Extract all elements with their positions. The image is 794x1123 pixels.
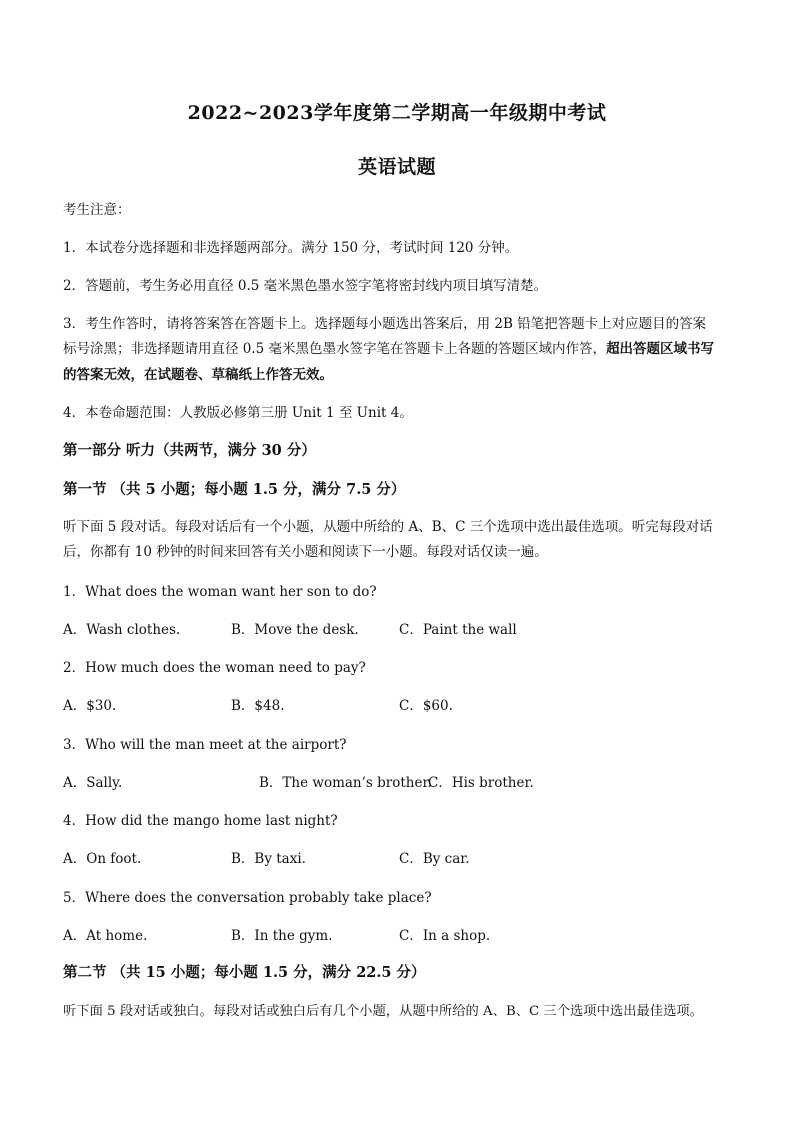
question-4: 4．How did the mango home last night? — [63, 813, 338, 829]
exam-subtitle: 英语试题 — [357, 156, 436, 178]
notice-item-3-line-3: 的答案无效，在试题卷、草稿纸上作答无效。 — [63, 367, 333, 383]
notice-item-2: 2．答题前，考生务必用直径 0.5 毫米黑色墨水签字笔将密封线内项目填写清楚。 — [63, 278, 548, 294]
section2-intro: 听下面 5 段对话或独白。每段对话或独白后有几个小题，从题中所给的 A、B、C 三个选项中选出最佳选项。 — [63, 1004, 703, 1019]
question-2-option-c: C．$60. — [399, 698, 453, 714]
section1-intro-line-1: 听下面 5 段对话。每段对话后有一个小题，从题中所给的 A、B、C 三个选项中选出最佳选项。听完每段对话 — [63, 519, 713, 535]
section1-intro-line-2: 后，你都有 10 秒钟的时间来回答有关小题和阅读下一小题。每段对话仅读一遍。 — [63, 544, 548, 560]
question-1-option-b: B．Move the desk. — [231, 622, 359, 638]
question-3-option-a: A．Sally. — [63, 775, 123, 791]
notice-heading: 考生注意： — [63, 202, 131, 218]
question-5-option-c: C．In a shop. — [399, 928, 491, 944]
question-4-option-a: A．On foot. — [63, 851, 142, 867]
notice-item-3-line-2 — [63, 340, 714, 358]
question-1-option-c: C．Paint the wall — [399, 622, 517, 638]
question-3-option-b: B．The woman’s brother. — [259, 775, 432, 791]
notice-item-4: 4．本卷命题范围：人教版必修第三册 Unit 1 至 Unit 4。 — [63, 405, 413, 421]
notice-item-3-bold-text: 超出答题区域书写 — [606, 341, 715, 357]
question-2-option-b: B．$48. — [231, 698, 285, 714]
question-5-option-a: A．At home. — [63, 928, 148, 944]
section1-heading: 第一节 （共 5 小题；每小题 1.5 分，满分 7.5 分） — [63, 481, 406, 498]
question-2: 2．How much does the woman need to pay? — [63, 660, 366, 676]
question-5-option-b: B．In the gym. — [231, 928, 333, 944]
question-3: 3．Who will the man meet at the airport? — [63, 737, 347, 753]
exam-title: 2022~2023学年度第二学期高一年级期中考试 — [187, 102, 607, 124]
question-4-option-b: B．By taxi. — [231, 851, 306, 867]
question-5: 5．Where does the conversation probably take place? — [63, 890, 432, 906]
notice-item-3-normal-text: 标号涂黑；非选择题请用直径 0.5 毫米黑色墨水签字笔在答题卡上各题的答题区域内作答， — [63, 341, 607, 357]
question-1: 1．What does the woman want her son to do? — [63, 584, 377, 600]
question-3-option-c: C．His brother. — [428, 775, 534, 791]
part1-heading: 第一部分 听力（共两节，满分 30 分） — [63, 442, 316, 459]
notice-item-3-line-1: 3．考生作答时，请将答案答在答题卡上。选择题每小题选出答案后，用 2B 铅笔把答题卡上对应题目的答案 — [63, 316, 707, 332]
question-4-option-c: C．By car. — [399, 851, 470, 867]
notice-item-1: 1．本试卷分选择题和非选择题两部分。满分 150 分，考试时间 120 分钟。 — [63, 240, 519, 256]
section2-heading: 第二节 （共 15 小题；每小题 1.5 分，满分 22.5 分） — [63, 964, 426, 981]
question-1-option-a: A．Wash clothes. — [63, 622, 181, 638]
question-2-option-a: A．$30. — [63, 698, 117, 714]
